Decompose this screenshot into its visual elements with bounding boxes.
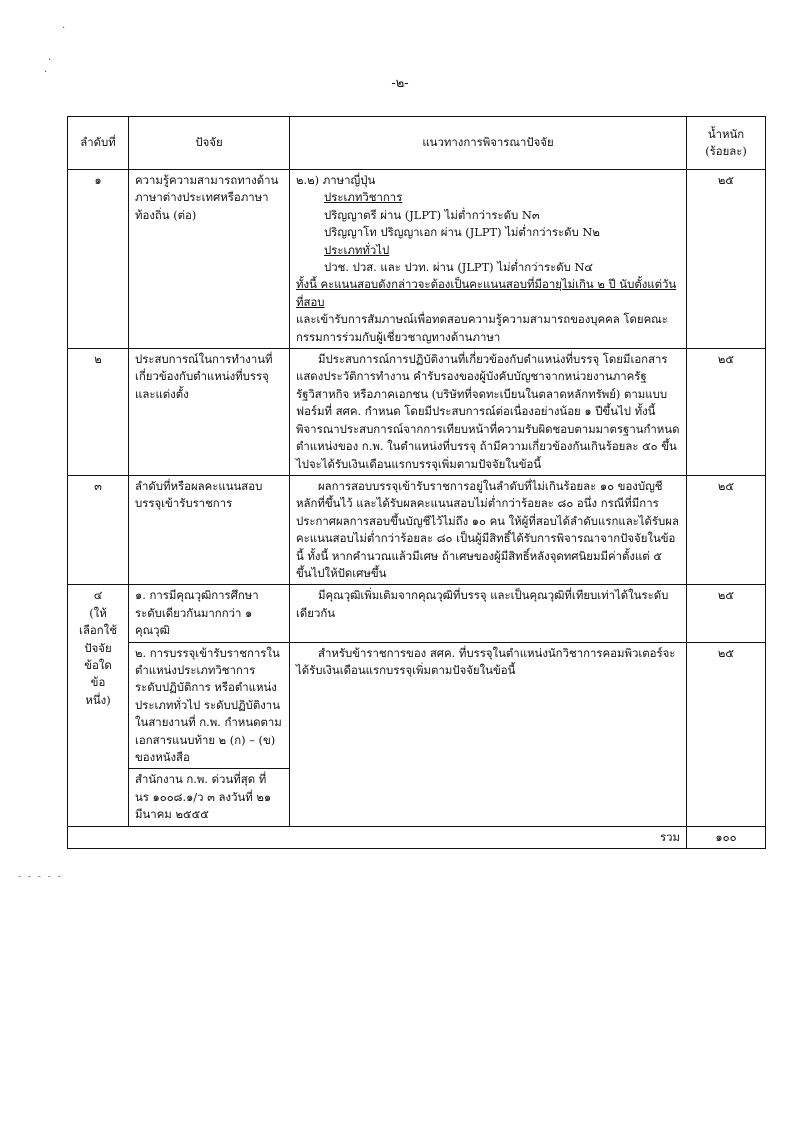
group-4-note-line: ข้อ (90, 675, 106, 690)
group-4-note-line: (ให้ (89, 605, 107, 620)
header-no: ลำดับที่ (68, 117, 129, 170)
group-4-note-line: หนึ่ง) (85, 692, 111, 707)
table-row (68, 170, 766, 349)
row-weight: ๒๕ (687, 585, 766, 642)
row-factor: ความรู้ความสามารถทางด้านภาษาต่างประเทศหรือภาษาท้องถิ่น (ต่อ) (129, 170, 290, 349)
header-weight (687, 117, 766, 170)
header-guideline: แนวทางการพิจารณาปัจจัย (290, 117, 687, 170)
row-guideline: มีประสบการณ์การปฏิบัติงานที่เกี่ยวข้องกับตำแหน่งที่บรรจุ โดยมีเอกสารแสดงประวัติการทำงาน คำรับรองของผู้บังคับบัญชาจากหน่วยงานภาครัฐ รัฐวิสาหกิจ หรือภาคเอกชน (บริษัทที่จดทะเบียนในตลาดหลักทรัพย์) ตามแบบฟอร์มที่ สศค. กำหนด โดยมีประสบการณ์ต่อเนื่องอย่างน้อย ๑ ปีขึ้นไป ทั้งนี้ พิจารณาประสบการณ์จากการเทียบหน้าที่ความรับผิดชอบตามมาตรฐานกำหนดตำแหน่งของ ก.พ. ในตำแหน่งที่บรรจุ ถ้ามีความเกี่ยวข้องกันเกินร้อยละ ๕๐ ขึ้นไปจะได้รับเงินเดือนแรกบรรจุเพิ่มตามปัจจัยในข้อนี้ (290, 349, 687, 476)
guideline-line: ปริญญาตรี ผ่าน (JLPT) ไม่ต่ำกว่าระดับ N๓ (324, 207, 540, 222)
scan-speck: . (44, 64, 48, 75)
group-4-note-line: ปัจจัย (84, 640, 112, 655)
guideline-heading: ๒.๒) ภาษาญี่ปุ่น (296, 173, 376, 187)
row-weight: ๒๕ (687, 349, 766, 476)
table-header-row (68, 117, 766, 170)
header-weight-line1: น้ำหนัก (707, 126, 745, 141)
row-factor: ๒. การบรรจุเข้ารับราชการในตำแหน่งประเภทวิชาการ ระดับปฏิบัติการ หรือตำแหน่งประเภททั่วไป ระดับปฏิบัติงาน ในสายงานที่ ก.พ. กำหนดตามเอกสารแนบท้าย ๒ (ก) – (ข) ของหนังสือ (129, 642, 290, 769)
group-4-note-line: ข้อใด (84, 657, 112, 672)
table-row (68, 585, 766, 642)
scan-speck: . (48, 52, 52, 63)
table-row (68, 349, 766, 476)
row-number: ๓ (68, 475, 129, 584)
guideline-subtitle: ประเภทวิชาการ (324, 190, 403, 205)
scan-speck: . (62, 20, 66, 31)
row-weight: ๒๕ (687, 170, 766, 349)
guideline-note: ทั้งนี้ คะแนนสอบดังกล่าวจะต้องเป็นคะแนนสอบที่มีอายุไม่เกิน ๒ ปี นับตั้งแต่วันที่สอบ (296, 277, 677, 309)
group-4-number: ๔ (93, 588, 103, 603)
row-number: ๒ (68, 349, 129, 476)
row-weight: ๒๕ (687, 642, 766, 826)
row-factor: ๑. การมีคุณวุฒิการศึกษาระดับเดียวกันมากกว่า ๑ คุณวุฒิ (129, 585, 290, 642)
guideline-subtitle: ประเภททั่วไป (324, 242, 390, 257)
header-factor: ปัจจัย (129, 117, 290, 170)
row-weight: ๒๕ (687, 475, 766, 584)
total-row (68, 826, 766, 848)
guideline-line: ปริญญาโท ปริญญาเอก ผ่าน (JLPT) ไม่ต่ำกว่าระดับ N๒ (324, 225, 600, 240)
guideline-line: ปวช. ปวส. และ ปวท. ผ่าน (JLPT) ไม่ต่ำกว่าระดับ N๔ (324, 260, 594, 275)
row-factor-continued: สำนักงาน ก.พ. ด่วนที่สุด ที่ นร ๑๐๐๘.๑/ว ๓ ลงวันที่ ๒๑ มีนาคม ๒๕๕๕ (129, 769, 290, 826)
margin-dash-mark: - - - - - (18, 872, 63, 882)
guideline-interview: และเข้ารับการสัมภาษณ์เพื่อทดสอบความรู้ความสามารถของบุคคล โดยคณะกรรมการร่วมกับผู้เชี่ยวชาญทางด้านภาษา (296, 312, 668, 344)
header-weight-line2: (ร้อยละ) (705, 144, 747, 158)
row-factor: ประสบการณ์ในการทำงานที่เกี่ยวข้องกับตำแหน่งที่บรรจุและแต่งตั้ง (129, 349, 290, 476)
total-value: ๑๐๐ (687, 826, 766, 848)
page-number: -๒- (391, 76, 409, 91)
row-guideline: ผลการสอบบรรจุเข้ารับราชการอยู่ในลำดับที่ไม่เกินร้อยละ ๑๐ ของบัญชีหลักที่ขึ้นไว้ และได้รับผลคะแนนสอบไม่ต่ำกว่าร้อยละ ๘๐ อนึ่ง กรณีที่มีการประกาศผลการสอบขึ้นบัญชีไว้ไม่ถึง ๑๐ คน ให้ผู้ที่สอบได้ลำดับแรกและได้รับผลคะแนนสอบไม่ต่ำกว่าร้อยละ ๘๐ เป็นผู้มีสิทธิ์ได้รับการพิจารณาจากปัจจัยในข้อนี้ ทั้งนี้ หากคำนวณแล้วมีเศษ ถ้าเศษของผู้มีสิทธิ์หลังจุดทศนิยมมีค่าตั้งแต่ ๕ ขึ้นไปให้ปัดเศษขึ้น (290, 475, 687, 584)
row-number: ๑ (68, 170, 129, 349)
criteria-table (67, 116, 766, 849)
total-label: รวม (68, 826, 687, 848)
table-row (68, 475, 766, 584)
row-guideline: มีคุณวุฒิเพิ่มเติมจากคุณวุฒิที่บรรจุ และเป็นคุณวุฒิที่เทียบเท่าได้ในระดับเดียวกัน (290, 585, 687, 642)
row-guideline (290, 170, 687, 349)
group-4-note-line: เลือกใช้ (79, 623, 117, 638)
row-factor: ลำดับที่หรือผลคะแนนสอบบรรจุเข้ารับราชการ (129, 475, 290, 584)
table-row (68, 642, 766, 769)
group-4-label (68, 585, 129, 826)
row-guideline: สำหรับข้าราชการของ สศค. ที่บรรจุในตำแหน่งนักวิชาการคอมพิวเตอร์จะได้รับเงินเดือนแรกบรรจุเพิ่มตามปัจจัยในข้อนี้ (290, 642, 687, 826)
